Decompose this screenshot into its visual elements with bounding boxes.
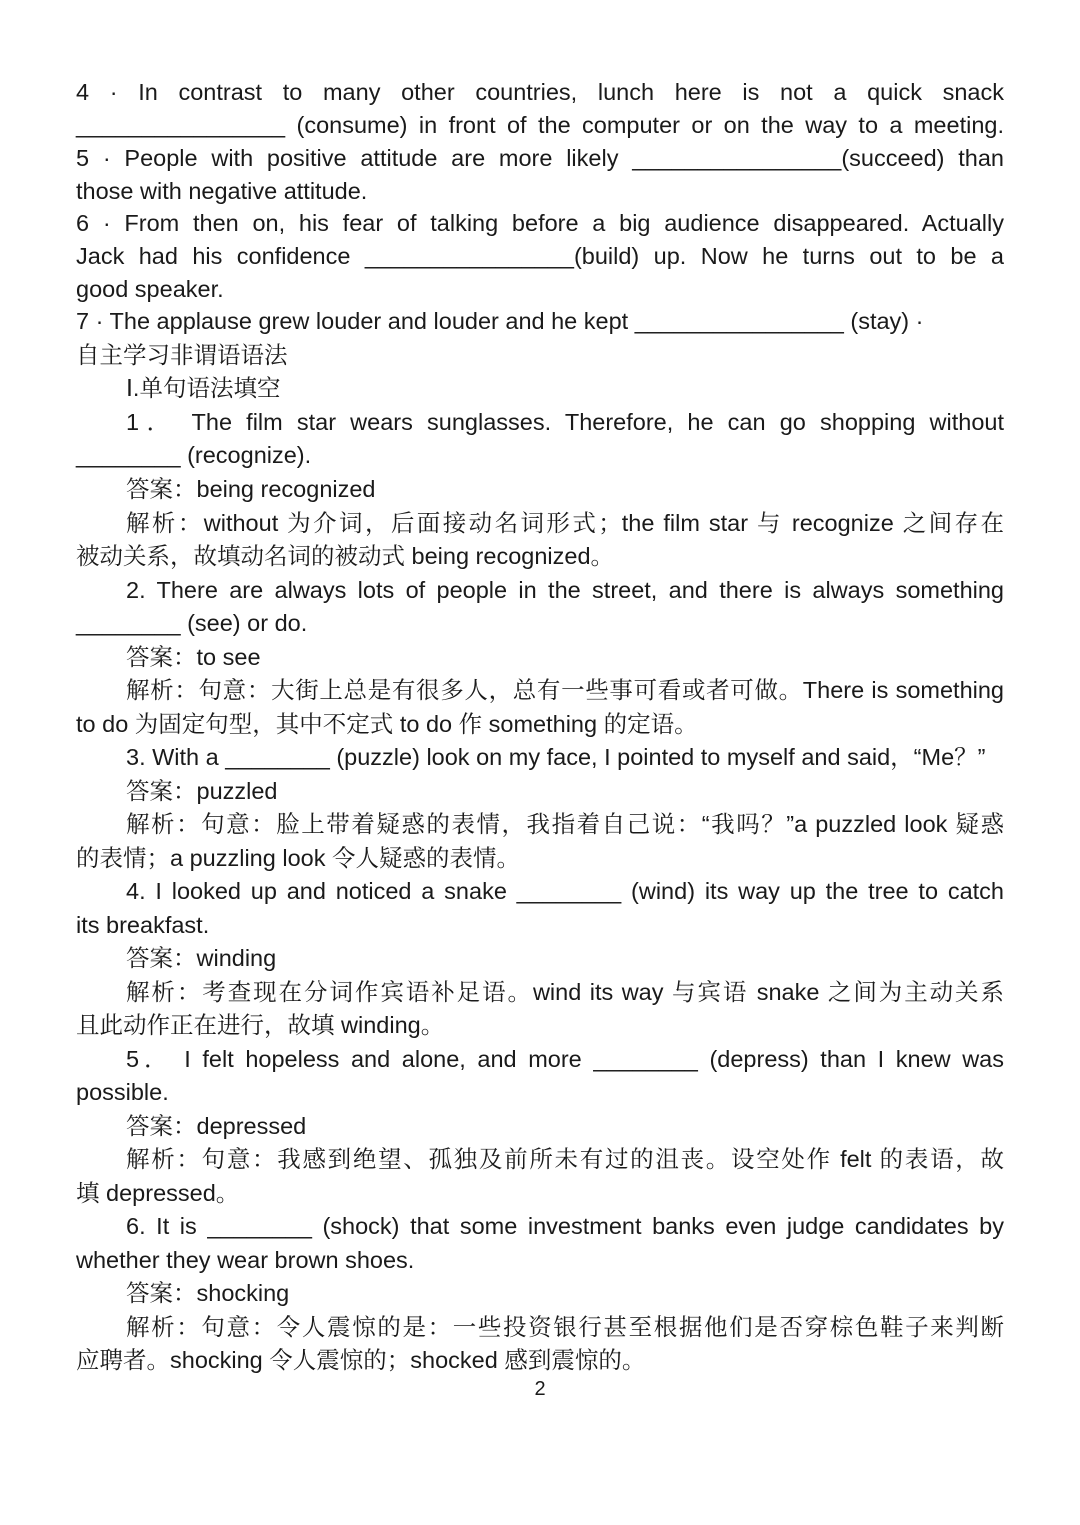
question-text: 5． I felt hopeless and alone, and more ________ (depress) than I knew was bbox=[126, 1046, 1004, 1072]
question-text: 1． The film star wears sunglasses. Therefore, he can go shopping without bbox=[126, 409, 1004, 435]
subsection-heading: Ⅰ.单句语法填空 bbox=[126, 375, 281, 401]
text-line: 6 · From then on, his fear of talking before a big audience disappeared. Actually bbox=[76, 210, 1004, 236]
question-text: 2. There are always lots of people in the street, and there is always something bbox=[126, 577, 1004, 603]
text-line: Jack had his confidence ________________(build) up. Now he turns out to be a bbox=[76, 243, 1004, 269]
text-line: 7 · The applause grew louder and louder and he kept ________________ (stay) · bbox=[76, 308, 924, 334]
answer-text: 答案：to see bbox=[126, 644, 261, 670]
analysis-text: 填 depressed。 bbox=[76, 1180, 240, 1206]
analysis-text: to do 为固定句型，其中不定式 to do 作 something 的定语。 bbox=[76, 711, 698, 737]
text-line: 4 · In contrast to many other countries, lunch here is not a quick snack bbox=[76, 79, 1004, 105]
analysis-text: 解析：考查现在分词作宾语补足语。wind its way 与宾语 snake 之间为主动关系 bbox=[126, 979, 1004, 1005]
text-line: those with negative attitude. bbox=[76, 178, 368, 204]
text-line: ________________ (consume) in front of the computer or on the way to a meeting. bbox=[76, 112, 1004, 138]
question-text: 3. With a ________ (puzzle) look on my face, I pointed to myself and said，“Me？” bbox=[126, 744, 986, 770]
text-line: good speaker. bbox=[76, 276, 224, 302]
question-text: whether they wear brown shoes. bbox=[76, 1247, 415, 1273]
analysis-text: 的表情；a puzzling look 令人疑惑的表情。 bbox=[76, 845, 520, 871]
answer-text: 答案：winding bbox=[126, 945, 277, 971]
analysis-text: 解析：句意：令人震惊的是：一些投资银行甚至根据他们是否穿棕色鞋子来判断 bbox=[126, 1314, 1004, 1340]
analysis-text: 应聘者。shocking 令人震惊的；shocked 感到震惊的。 bbox=[76, 1347, 646, 1373]
answer-text: 答案：being recognized bbox=[126, 476, 376, 502]
question-text: possible. bbox=[76, 1079, 169, 1105]
analysis-text: 解析：句意：脸上带着疑惑的表情，我指着自己说：“我吗？”a puzzled look 疑惑 bbox=[126, 811, 1004, 837]
page-number: 2 bbox=[534, 1378, 546, 1400]
answer-text: 答案：depressed bbox=[126, 1113, 307, 1139]
analysis-text: 解析：without 为介词，后面接动名词形式；the film star 与 recognize 之间存在 bbox=[126, 510, 1004, 536]
analysis-text: 解析：句意：我感到绝望、孤独及前所未有过的沮丧。设空处作 felt 的表语，故 bbox=[126, 1146, 1004, 1172]
analysis-text: 被动关系，故填动名词的被动式 being recognized。 bbox=[76, 543, 615, 569]
question-text: 6. It is ________ (shock) that some investment banks even judge candidates by bbox=[126, 1213, 1004, 1239]
analysis-text: 解析：句意：大街上总是有很多人，总有一些事可看或者可做。There is something bbox=[126, 677, 1004, 703]
answer-text: 答案：puzzled bbox=[126, 778, 278, 804]
text-line: 5 · People with positive attitude are more likely ________________(succeed) than bbox=[76, 145, 1004, 171]
answer-text: 答案：shocking bbox=[126, 1280, 290, 1306]
question-text: its breakfast. bbox=[76, 912, 210, 938]
analysis-text: 且此动作正在进行，故填 winding。 bbox=[76, 1012, 445, 1038]
question-text: 4. I looked up and noticed a snake ________ (wind) its way up the tree to catch bbox=[126, 878, 1004, 904]
section-heading: 自主学习非谓语语法 bbox=[76, 342, 288, 368]
question-text: ________ (recognize). bbox=[76, 442, 312, 468]
question-text: ________ (see) or do. bbox=[76, 610, 308, 636]
